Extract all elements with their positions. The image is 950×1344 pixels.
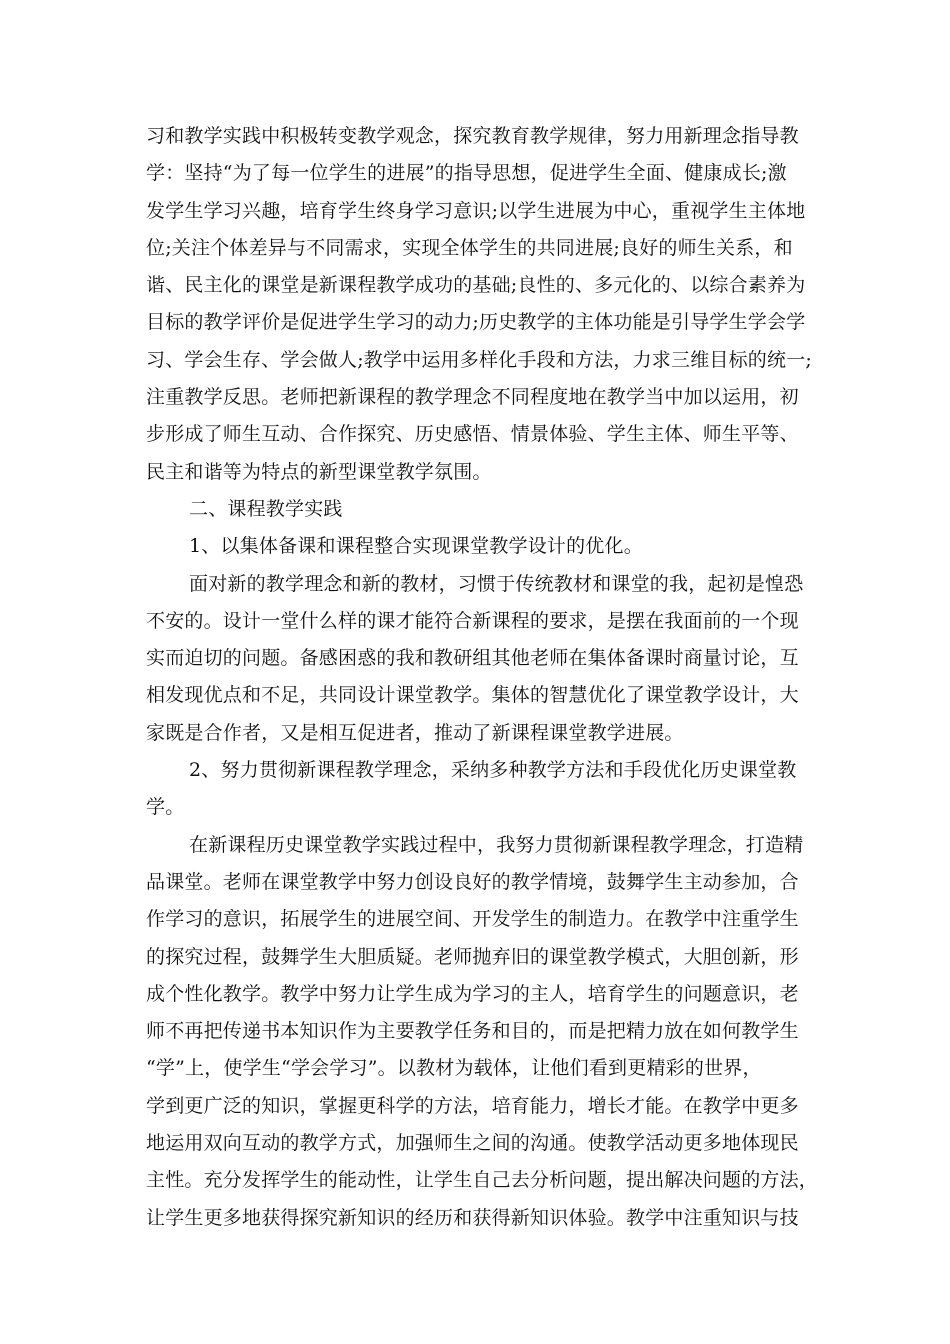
text-line: 1、以集体备课和课程整合实现课堂教学设计的优化。 [189, 535, 643, 558]
text-line: 学到更广泛的知识，掌握更科学的方法，培育能力，增长才能。在教学中更多 [146, 1094, 799, 1117]
text-line: 不安的。设计一堂什么样的课才能符合新课程的要求，是摆在我面前的一个现 [146, 609, 799, 632]
text-line: 谐、民主化的课堂是新课程教学成功的基础;良性的、多元化的、以综合素养为 [146, 274, 806, 297]
text-line: 发学生学习兴趣，培育学生终身学习意识;以学生进展为中心，重视学生主体地 [146, 199, 806, 222]
document-body [146, 118, 826, 1237]
text-line: 面对新的教学理念和新的教材，习惯于传统教材和课堂的我，起初是惶恐 [189, 572, 804, 595]
text-line: 民主和谐等为特点的新型课堂教学氛围。 [146, 460, 492, 483]
text-line: 习和教学实践中积极转变教学观念，探究教育教学规律，努力用新理念指导教 [146, 125, 799, 147]
text-line: 的探究过程，鼓舞学生大胆质疑。老师抛弃旧的课堂教学模式，大胆创新，形 [146, 945, 799, 968]
text-line: 位;关注个体差异与不同需求，实现全体学生的共同进展;良好的师生关系，和 [146, 236, 793, 259]
text-line: 在新课程历史课堂教学实践过程中，我努力贯彻新课程教学理念，打造精 [189, 833, 804, 856]
text-line: 步形成了师生互动、合作探究、历史感悟、情景体验、学生主体、师生平等、 [146, 423, 799, 446]
text-line: 成个性化教学。教学中努力让学生成为学习的主人，培育学生的问题意识，老 [146, 982, 799, 1005]
text-line: 地运用双向互动的教学方式，加强师生之间的沟通。使教学活动更多地体现民 [146, 1132, 799, 1155]
text-line: 目标的教学评价是促进学生学习的动力;历史教学的主体功能是引导学生学会学 [146, 311, 806, 334]
text-line: 二、课程教学实践 [189, 497, 343, 520]
text-line: 实而迫切的问题。备感困惑的我和教研组其他老师在集体备课时商量讨论，互 [146, 647, 799, 670]
text-line: 学。 [146, 796, 185, 819]
text-line: 师不再把传递书本知识作为主要教学任务和目的，而是把精力放在如何教学生 [146, 1020, 799, 1043]
text-line: “学”上，使学生“学会学习”。以教材为载体，让他们看到更精彩的世界， [146, 1057, 762, 1080]
text-line: 注重教学反思。老师把新课程的教学理念不同程度地在教学当中加以运用，初 [146, 386, 799, 409]
text-line: 相发现优点和不足，共同设计课堂教学。集体的智慧优化了课堂教学设计，大 [146, 684, 799, 707]
text-line: 学：坚持“为了每一位学生的进展”的指导思想，促进学生全面、健康成长;激 [146, 162, 787, 185]
text-line: 2、努力贯彻新课程教学理念，采纳多种教学方法和手段优化历史课堂教 [189, 759, 797, 782]
text-line: 品课堂。老师在课堂教学中努力创设良好的教学情境，鼓舞学生主动参加，合 [146, 870, 799, 893]
text-line: 作学习的意识，拓展学生的进展空间、开发学生的制造力。在教学中注重学生 [146, 908, 799, 931]
text-line: 让学生更多地获得探究新知识的经历和获得新知识体验。教学中注重知识与技 [146, 1206, 799, 1229]
text-line: 习、学会生存、学会做人;教学中运用多样化手段和方法，力求三维目标的统一; [146, 348, 813, 371]
text-line: 家既是合作者，又是相互促进者，推动了新课程课堂教学进展。 [146, 721, 684, 744]
text-line: 主性。充分发挥学生的能动性，让学生自己去分析问题，提出解决问题的方法， [146, 1169, 819, 1192]
